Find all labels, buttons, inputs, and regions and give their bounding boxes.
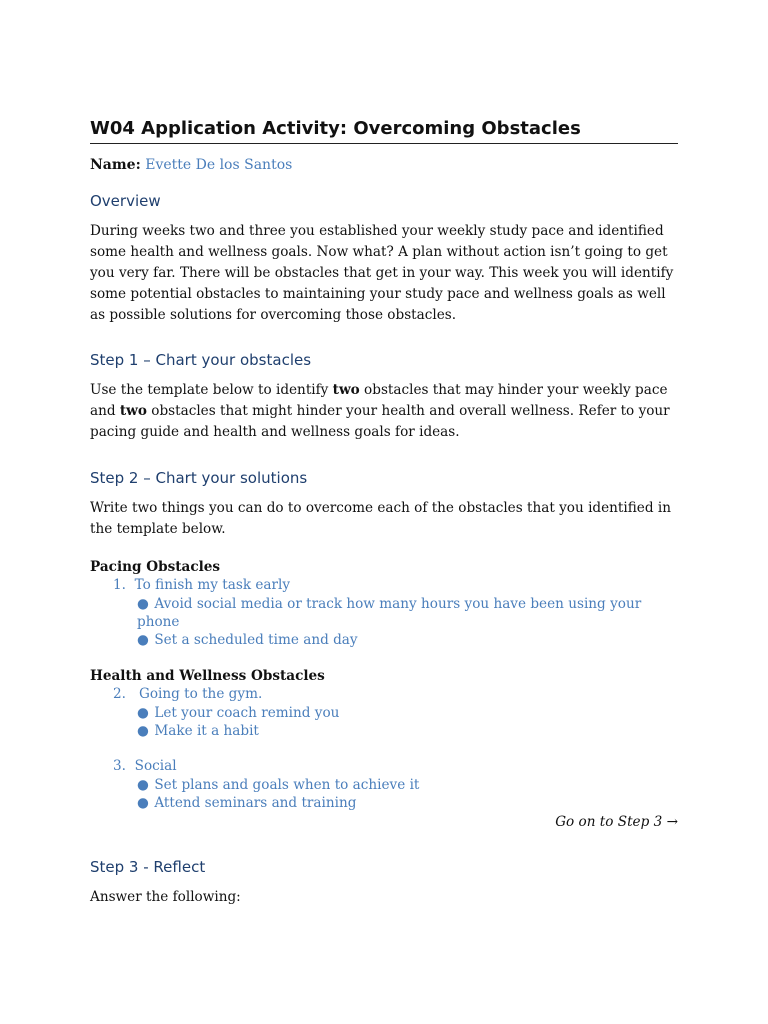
overview-text: During weeks two and three you established your weekly study pace and identified some health and wellness goals. Now what? A plan without action isn’t going to get you very far. There will be obstacles that get in your way. This week you will identify some potential obstacles to maintaining your study pace and wellness goals as well as possible solutions for overcoming those obstacles. xyxy=(90,223,674,323)
step1-heading: Step 1 – Chart your obstacles xyxy=(90,351,312,369)
health-item-2 xyxy=(90,685,678,704)
bullet-icon: ● xyxy=(137,795,149,811)
step2-heading: Step 2 – Chart your solutions xyxy=(90,469,308,487)
name-value: Evette De los Santos xyxy=(145,157,293,173)
bullet-text: Let your coach remind you xyxy=(154,705,340,721)
step1-bold-a: two xyxy=(332,382,360,398)
bullet-icon: ● xyxy=(137,723,149,739)
item-number: 1. xyxy=(113,577,126,593)
bullet-icon: ● xyxy=(137,632,149,648)
step1-text-b: obstacles that may hinder your weekly pace and xyxy=(90,382,668,419)
step2-text: Write two things you can do to overcome each of the obstacles that you identified in the template below. xyxy=(90,500,671,537)
list-item xyxy=(137,595,678,631)
list-item xyxy=(137,631,678,649)
list-item xyxy=(137,704,678,722)
item-number: 3. xyxy=(113,758,126,774)
name-line xyxy=(90,155,678,175)
name-label: Name: xyxy=(90,157,141,173)
list-item xyxy=(137,794,678,812)
go-to-step3-link[interactable] xyxy=(90,813,678,831)
pacing-obstacles-title: Pacing Obstacles xyxy=(90,559,221,575)
go-to-step3-text: Go on to Step 3 xyxy=(555,814,663,830)
health-item-2-bullets xyxy=(90,704,678,740)
health-item-3 xyxy=(90,757,678,776)
step1-text-a: Use the template below to identify xyxy=(90,382,333,398)
pacing-item-1-bullets xyxy=(90,595,678,649)
item-text: To finish my task early xyxy=(134,577,291,593)
bullet-icon: ● xyxy=(137,596,149,612)
health-obstacles-title: Health and Wellness Obstacles xyxy=(90,668,325,684)
overview-heading: Overview xyxy=(90,192,161,210)
document-content xyxy=(90,118,678,908)
bullet-text: Attend seminars and training xyxy=(154,795,357,811)
item-number: 2. xyxy=(113,686,126,702)
step1-text-c: obstacles that might hinder your health and overall wellness. Refer to your pacing guide and health and wellness goals for ideas. xyxy=(90,403,670,440)
health-item-3-bullets xyxy=(90,776,678,812)
arrow-right-icon: → xyxy=(666,814,678,830)
bullet-text: Avoid social media or track how many hours you have been using your phone xyxy=(137,596,642,630)
document-title: W04 Application Activity: Overcoming Obstacles xyxy=(90,118,678,144)
bullet-icon: ● xyxy=(137,777,149,793)
list-item xyxy=(137,776,678,794)
list-item xyxy=(137,722,678,740)
step1-bold-b: two xyxy=(119,403,147,419)
step3-heading: Step 3 - Reflect xyxy=(90,858,206,876)
step3-text: Answer the following: xyxy=(90,889,241,905)
item-text: Going to the gym. xyxy=(134,686,263,702)
pacing-item-1 xyxy=(90,576,678,595)
bullet-text: Set plans and goals when to achieve it xyxy=(154,777,420,793)
item-text: Social xyxy=(134,758,177,774)
bullet-icon: ● xyxy=(137,705,149,721)
bullet-text: Set a scheduled time and day xyxy=(154,632,358,648)
bullet-text: Make it a habit xyxy=(154,723,259,739)
step1-text xyxy=(90,380,678,443)
